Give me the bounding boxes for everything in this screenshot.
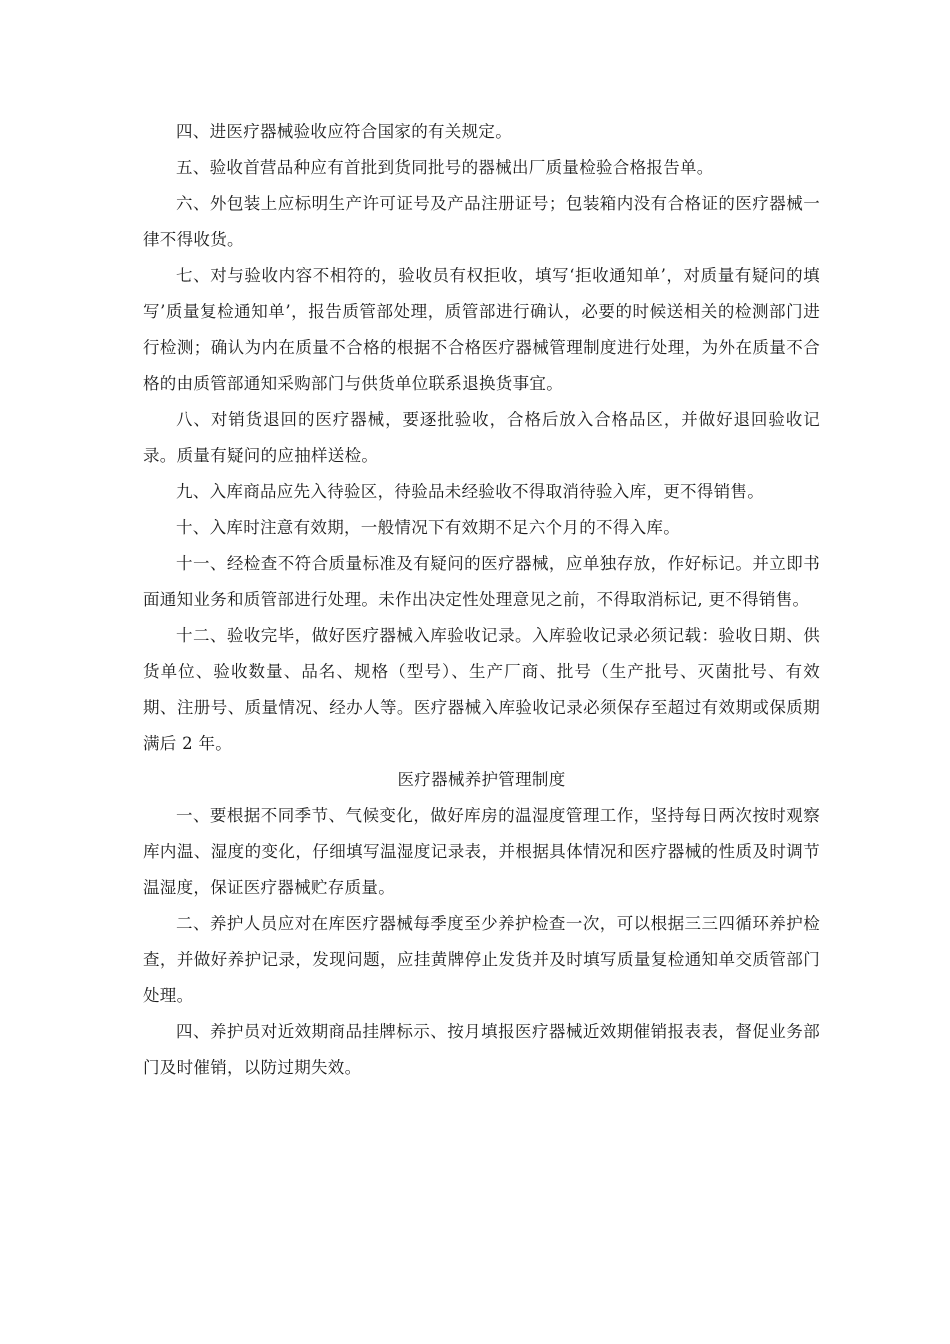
paragraph-item-10: 十、入库时注意有效期，一般情况下有效期不足六个月的不得入库。 (176, 518, 680, 537)
maintenance-item-4: 四、养护员对近效期商品挂牌标示、按月填报医疗器械近效期催销报表表，督促业务部门及时催销，以防过期失效。 (143, 1022, 820, 1077)
paragraph-item-6: 六、外包装上应标明生产许可证号及产品注册证号；包装箱内没有合格证的医疗器械一律不得收货。 (143, 194, 820, 249)
document-page (143, 114, 820, 1086)
paragraph-item-12: 十二、验收完毕，做好医疗器械入库验收记录。入库验收记录必须记载：验收日期、供货单位、验收数量、品名、规格（型号）、生产厂商、批号（生产批号、灭菌批号、有效期、注册号、质量情况、经办人等。医疗器械入库验收记录必须保存至超过有效期或保质期满后 2 年。 (143, 626, 820, 753)
section-title: 医疗器械养护管理制度 (397, 770, 566, 789)
paragraph-item-7: 七、对与验收内容不相符的，验收员有权拒收，填写‘拒收通知单’，对质量有疑问的填写’质量复检通知单’，报告质管部处理，质管部进行确认，必要的时候送相关的检测部门进行检测；确认为内在质量不合格的根据不合格医疗器械管理制度进行处理，为外在质量不合格的由质管部通知采购部门与供货单位联系退换货事宜。 (143, 266, 820, 393)
maintenance-item-1: 一、要根据不同季节、气候变化，做好库房的温湿度管理工作，坚持每日两次按时观察库内温、湿度的变化，仔细填写温湿度记录表，并根据具体情况和医疗器械的性质及时调节温湿度，保证医疗器械贮存质量。 (143, 806, 820, 897)
paragraph-item-8: 八、对销货退回的医疗器械，要逐批验收，合格后放入合格品区，并做好退回验收记录。质量有疑问的应抽样送检。 (143, 410, 820, 465)
paragraph-item-9: 九、入库商品应先入待验区，待验品未经验收不得取消待验入库，更不得销售。 (176, 482, 764, 501)
paragraph-item-11: 十一、经检查不符合质量标准及有疑问的医疗器械，应单独存放，作好标记。并立即书面通知业务和质管部进行处理。未作出决定性处理意见之前，不得取消标记, 更不得销售。 (143, 554, 820, 609)
maintenance-item-2: 二、养护人员应对在库医疗器械每季度至少养护检查一次，可以根据三三四循环养护检查，并做好养护记录，发现问题，应挂黄牌停止发货并及时填写质量复检通知单交质管部门处理。 (143, 914, 820, 1005)
paragraph-item-4: 四、进医疗器械验收应符合国家的有关规定。 (176, 122, 512, 141)
paragraph-item-5: 五、验收首营品种应有首批到货同批号的器械出厂质量检验合格报告单。 (176, 158, 714, 177)
